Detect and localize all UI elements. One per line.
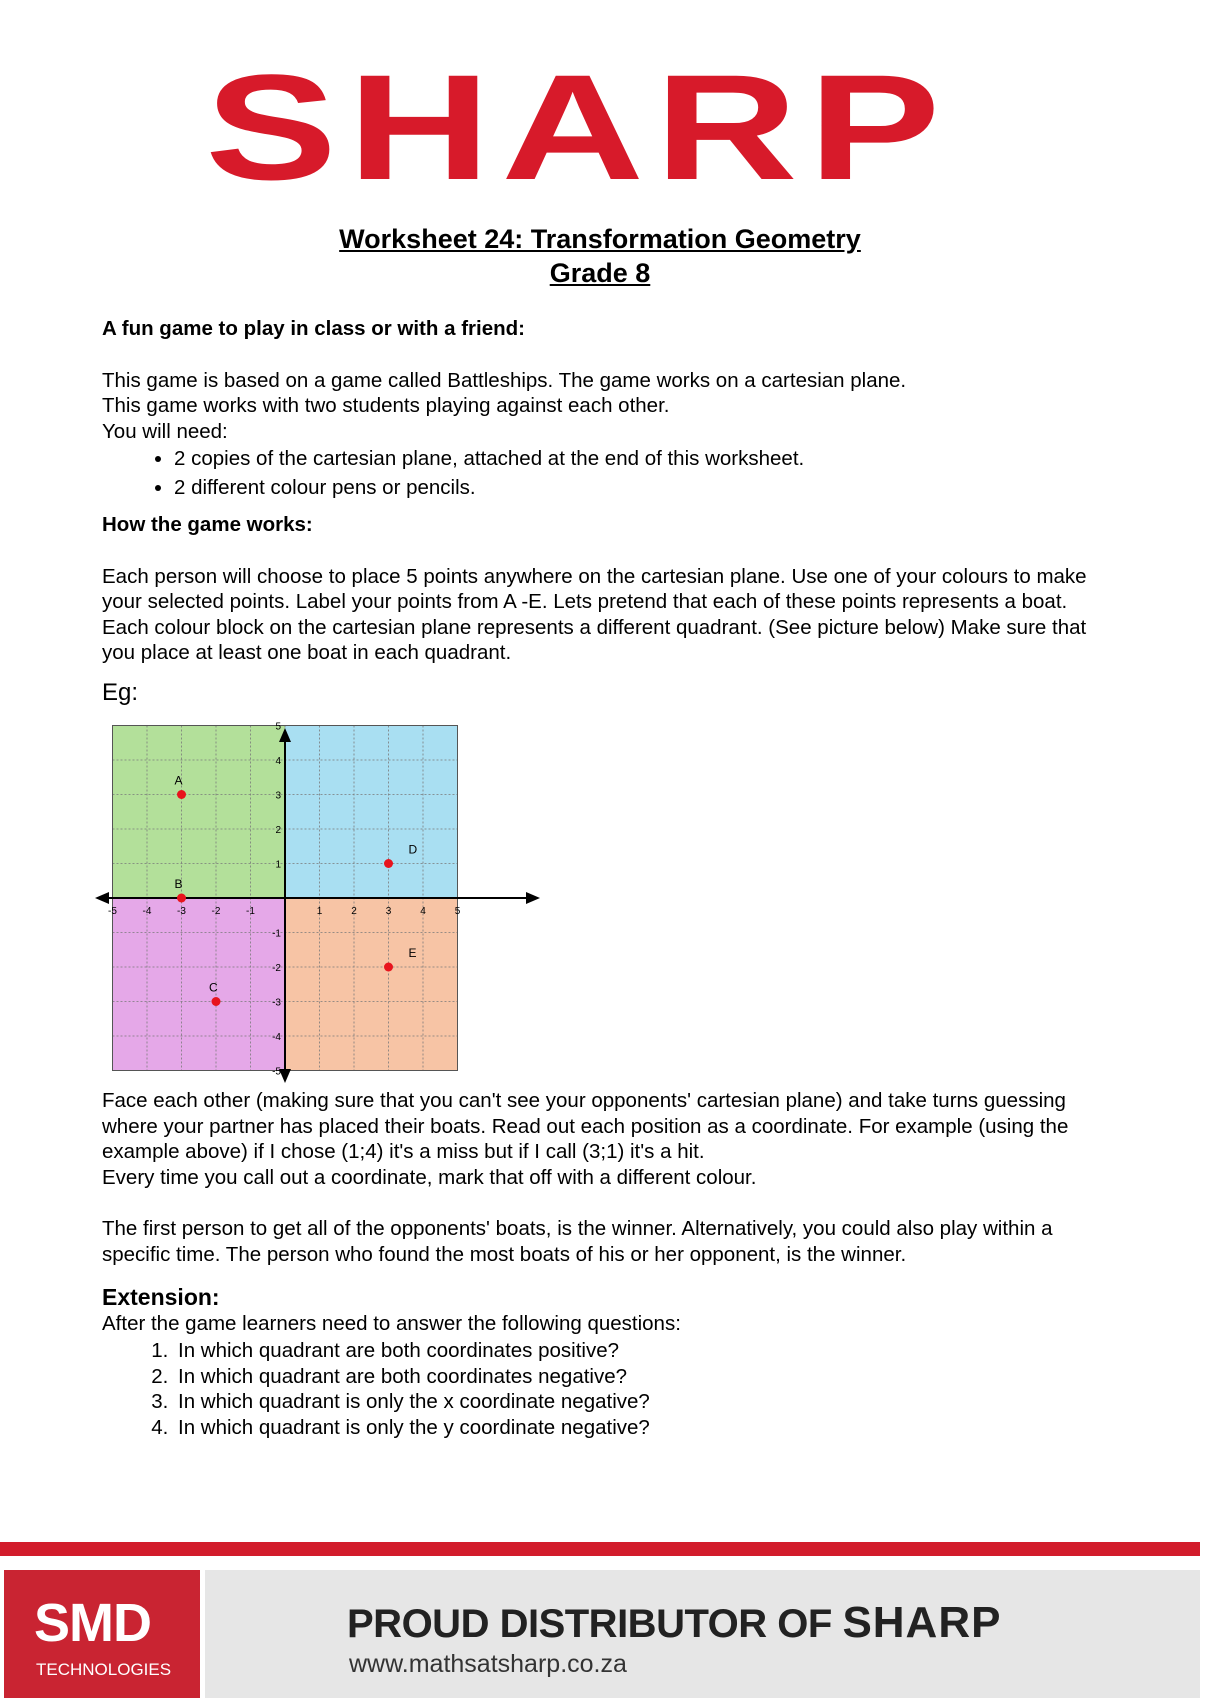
list-item: 4. In which quadrant is only the y coordinate negative? bbox=[174, 1415, 1102, 1441]
worksheet-title bbox=[0, 222, 1200, 290]
title-line-2: Grade 8 bbox=[549, 258, 651, 288]
x-tick-label: 1 bbox=[316, 906, 323, 917]
y-tick-label: 1 bbox=[275, 859, 281, 871]
quadrant-3 bbox=[113, 898, 286, 1071]
extension-heading: Extension: bbox=[102, 1284, 220, 1310]
smd-logo-text: SMD bbox=[34, 1593, 151, 1653]
point-c bbox=[212, 997, 221, 1006]
needs-list bbox=[102, 446, 1102, 500]
distributor-brand: SHARP bbox=[842, 1598, 1002, 1647]
point-b bbox=[177, 894, 186, 903]
y-tick-label: 3 bbox=[275, 790, 281, 802]
x-tick-label: 5 bbox=[454, 906, 461, 917]
distributor-label: PROUD DISTRIBUTOR OF bbox=[347, 1602, 843, 1646]
smd-logo bbox=[4, 1570, 200, 1698]
quadrant-1 bbox=[285, 726, 458, 899]
point-d bbox=[384, 859, 393, 868]
y-tick-label: -3 bbox=[272, 997, 281, 1009]
x-tick-label: 4 bbox=[420, 906, 426, 917]
x-tick-label: -5 bbox=[108, 906, 117, 917]
y-tick-label: 4 bbox=[275, 756, 281, 767]
footer-divider bbox=[0, 1542, 1200, 1556]
point-label-e: E bbox=[408, 946, 417, 960]
example-label: Eg: bbox=[102, 678, 139, 706]
extension-intro: After the game learners need to answer the following questions: bbox=[102, 1311, 681, 1335]
list-item: 3. In which quadrant is only the x coordinate negative? bbox=[174, 1389, 1102, 1415]
quadrant-4 bbox=[285, 898, 458, 1071]
x-tick-label: -4 bbox=[142, 906, 152, 917]
sharp-logo: SHARP bbox=[205, 43, 951, 211]
intro-line-3: You will need: bbox=[102, 419, 228, 443]
y-tick-label: 2 bbox=[275, 825, 281, 836]
question-list bbox=[102, 1338, 1102, 1440]
x-axis-arrow-right bbox=[526, 892, 540, 904]
game-section bbox=[102, 1088, 1102, 1440]
y-tick-label: 5 bbox=[275, 721, 281, 733]
list-item: • 2 copies of the cartesian plane, attached at the end of this worksheet. bbox=[174, 446, 1102, 472]
footer-banner bbox=[205, 1570, 1200, 1698]
intro-line-2: This game works with two students playing against each other. bbox=[102, 394, 670, 417]
list-item: 1. In which quadrant are both coordinates positive? bbox=[174, 1338, 1102, 1364]
intro-line-1: This game is based on a game called Battleships. The game works on a cartesian plane. bbox=[102, 368, 907, 392]
play-paragraph-2: Every time you call out a coordinate, mark that off with a different colour. bbox=[102, 1165, 757, 1189]
x-tick-label: -2 bbox=[211, 906, 221, 917]
how-paragraph: Each person will choose to place 5 points anywhere on the cartesian plane. Use one of your colours to make your selected points. Label your points from A -E. Lets pretend that each of these points represents a boat. Each colour block on the cartesian plane represents a different quadrant. (See picture below) Make sure that you place at least one boat in each quadrant. bbox=[102, 564, 1087, 664]
website-url: www.mathsatsharp.co.za bbox=[349, 1650, 627, 1678]
y-tick-label: -1 bbox=[272, 928, 281, 940]
point-a bbox=[177, 790, 186, 799]
point-label-a: A bbox=[174, 773, 183, 788]
how-heading: How the game works: bbox=[102, 513, 313, 536]
x-axis-arrow-left bbox=[95, 892, 109, 904]
x-tick-label: 3 bbox=[385, 906, 392, 917]
y-tick-label: -2 bbox=[272, 963, 281, 974]
point-label-c: C bbox=[209, 980, 218, 995]
x-tick-label: 2 bbox=[351, 906, 357, 917]
point-label-d: D bbox=[408, 842, 418, 857]
y-tick-label: -5 bbox=[272, 1066, 281, 1078]
list-item: • 2 different colour pens or pencils. bbox=[174, 475, 1102, 501]
x-tick-label: -1 bbox=[246, 906, 255, 917]
list-item: 2. In which quadrant are both coordinates negative? bbox=[174, 1364, 1102, 1390]
point-e bbox=[384, 963, 393, 972]
play-paragraph-3: The first person to get all of the opponents' boats, is the winner. Alternatively, you could also play within a specific time. The person who found the most boats of his or her opponent, is the winner. bbox=[102, 1217, 1053, 1266]
x-tick-label: -3 bbox=[177, 906, 186, 917]
smd-logo-subtext: TECHNOLOGIES bbox=[36, 1660, 172, 1679]
point-label-b: B bbox=[174, 877, 183, 891]
intro-section bbox=[102, 316, 1102, 705]
quadrant-2 bbox=[113, 726, 286, 899]
intro-heading: A fun game to play in class or with a friend: bbox=[102, 317, 525, 340]
distributor-text bbox=[347, 1598, 1001, 1648]
cartesian-plane-chart bbox=[95, 721, 545, 1083]
title-line-1: Worksheet 24: Transformation Geometry bbox=[339, 224, 861, 254]
cartesian-plane-svg bbox=[95, 721, 545, 1083]
y-tick-label: -4 bbox=[272, 1032, 281, 1043]
play-paragraph-1: Face each other (making sure that you can't see your opponents' cartesian plane) and take turns guessing where your partner has placed their boats. Read out each position as a coordinate. For example (using the example above) if I chose (1;4) it's a miss but if I call (3;1) it's a hit. bbox=[102, 1089, 1069, 1163]
